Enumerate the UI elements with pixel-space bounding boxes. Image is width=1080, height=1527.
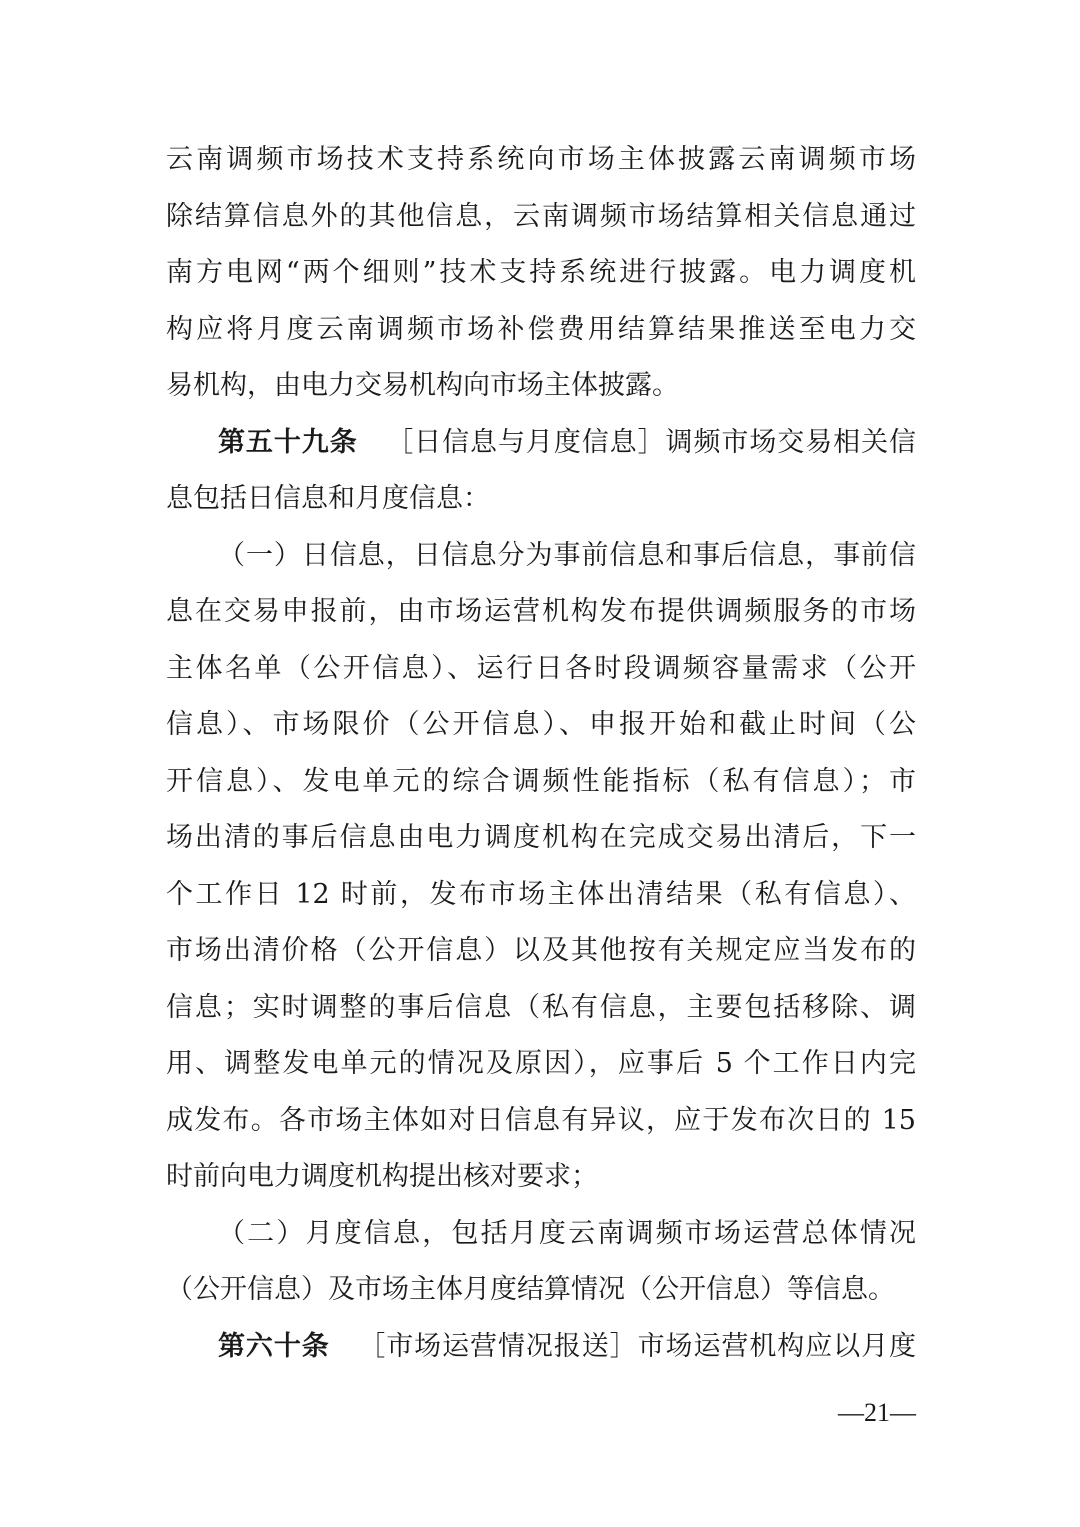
text-line xyxy=(166,867,916,924)
text-line xyxy=(166,1206,916,1263)
text-line xyxy=(166,132,916,189)
line-text: 用、调整发电单元的情况及原因），应事后 5 个工作日内完 xyxy=(166,1048,916,1079)
line-text: 南方电网“两个细则”技术支持系统进行披露。电力调度机 xyxy=(166,257,916,288)
line-text: 构应将月度云南调频市场补偿费用结算结果推送至电力交 xyxy=(166,313,916,345)
text-line xyxy=(166,471,916,528)
text-line xyxy=(166,245,916,302)
text-line xyxy=(166,528,916,585)
line-text: 息包括日信息和月度信息： xyxy=(166,483,490,514)
article-number: 第六十条 xyxy=(218,1330,330,1362)
text-line xyxy=(166,584,916,641)
line-text: 云南调频市场技术支持系统向市场主体披露云南调频市场 xyxy=(166,144,916,175)
text-line xyxy=(166,1319,916,1376)
text-line xyxy=(166,980,916,1037)
line-text: （一）日信息，日信息分为事前信息和事后信息，事前信 xyxy=(218,539,916,571)
line-text: 成发布。各市场主体如对日信息有异议，应于发布次日的 15 xyxy=(166,1104,916,1136)
text-line xyxy=(166,923,916,980)
text-line xyxy=(166,189,916,246)
line-text: 信息；实时调整的事后信息（私有信息，主要包括移除、调 xyxy=(166,991,916,1023)
line-text: （二）月度信息，包括月度云南调频市场运营总体情况 xyxy=(218,1217,916,1249)
text-line xyxy=(166,415,916,472)
document-body xyxy=(166,132,916,1375)
line-text: 信息）、市场限价（公开信息）、申报开始和截止时间（公 xyxy=(166,709,916,740)
line-text: 息在交易申报前，由市场运营机构发布提供调频服务的市场 xyxy=(166,596,916,627)
line-text: 市场出清价格（公开信息）以及其他按有关规定应当发布的 xyxy=(166,935,916,966)
article-number: 第五十九条 xyxy=(218,426,358,458)
line-text: 除结算信息外的其他信息，云南调频市场结算相关信息通过 xyxy=(166,200,916,232)
line-text: （公开信息）及市场主体月度结算情况（公开信息）等信息。 xyxy=(166,1274,895,1305)
text-line xyxy=(166,810,916,867)
line-text: 开信息）、发电单元的综合调频性能指标（私有信息）；市 xyxy=(166,765,916,797)
text-line xyxy=(166,754,916,811)
text-line xyxy=(166,1262,916,1319)
text-line xyxy=(166,1149,916,1206)
text-line xyxy=(166,358,916,415)
text-line xyxy=(166,641,916,698)
line-text: 个工作日 12 时前，发布市场主体出清结果（私有信息）、 xyxy=(166,878,916,910)
page-number: —21— xyxy=(838,1398,916,1427)
text-line xyxy=(166,302,916,359)
line-text: 主体名单（公开信息）、运行日各时段调频容量需求（公开 xyxy=(166,652,916,684)
line-text: 时前向电力调度机构提出核对要求； xyxy=(166,1161,598,1192)
line-text: 易机构，由电力交易机构向市场主体披露。 xyxy=(166,370,679,401)
text-line xyxy=(166,1093,916,1150)
text-line xyxy=(166,697,916,754)
line-text: 场出清的事后信息由电力调度机构在完成交易出清后，下一 xyxy=(166,822,916,853)
text-line xyxy=(166,1036,916,1093)
line-text: ［市场运营情况报送］市场运营机构应以月度 xyxy=(358,1330,917,1362)
line-text: ［日信息与月度信息］调频市场交易相关信 xyxy=(386,426,917,458)
